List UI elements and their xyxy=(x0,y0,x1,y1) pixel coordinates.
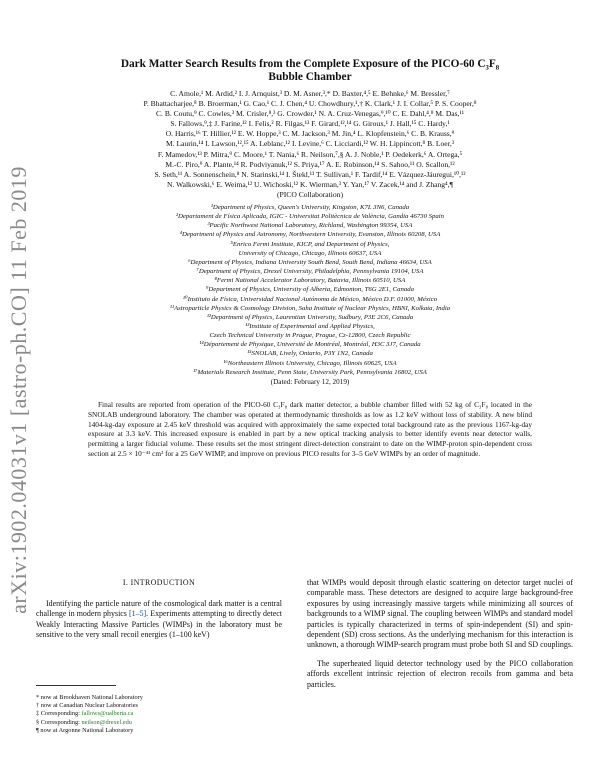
affiliation: ¹²Department of Physics, Laurentian University, Sudbury, P3E 2C6, Canada xyxy=(206,313,414,321)
affiliation: ¹⁷Materials Research Institute, Penn State, University Park, Pennsylvania 16802, USA xyxy=(193,368,427,376)
footnote: ¶ now at Argonne National Laboratory xyxy=(36,726,134,734)
affiliation: ¹Department of Physics, Queen's University, Kingston, K7L 3N6, Canada xyxy=(210,203,410,211)
title-line-2: Bubble Chamber xyxy=(268,71,352,83)
footnote xyxy=(36,719,236,727)
dated-line: (Dated: February 12, 2019) xyxy=(270,377,350,386)
author-line: M.-C. Piro,⁹ A. Plante,¹⁴ R. Podviyanuk,¹² S. Priya,¹⁷ A. E. Robinson,¹⁴ S. Sahoo,¹¹ O. Scallon,¹² xyxy=(165,159,455,169)
footnotes xyxy=(36,685,236,735)
affiliation: ⁹Department of Physics, University of Alberta, Edmonton, T6G 2E1, Canada xyxy=(206,286,414,294)
affiliation: ¹⁰Instituto de Física, Universidad Nacional Autónoma de México, México D.F. 01000, México xyxy=(182,295,438,303)
footnote-divider xyxy=(36,685,116,686)
affiliation: ⁸Fermi National Accelerator Laboratory, Batavia, Illinois 60510, USA xyxy=(214,277,406,285)
footnote: † now at Canadian Nuclear Laboratories xyxy=(36,702,138,710)
paper-title xyxy=(70,58,550,84)
footnote-label: ‡ Corresponding: xyxy=(36,710,82,718)
affiliation: ⁷Department of Physics, Drexel University, Philadelphia, Pennsylvania 19104, USA xyxy=(196,268,424,276)
footnote-label: § Corresponding: xyxy=(36,718,82,726)
author-line: C. Amole,¹ M. Ardid,² I. J. Arnquist,³ D. M. Asner,³,* D. Baxter,⁴,⁵ E. Behnke,⁶ M. Bressler,⁷ xyxy=(170,89,450,98)
intro-paragraph xyxy=(36,599,282,641)
affiliation: ²Departament de Física Aplicada, IGIC - Universitat Politècnica de València, Gandia 46730 Spain xyxy=(175,213,445,221)
email-link[interactable]: neilson@drexel.edu xyxy=(81,718,132,726)
affiliation: ⁴Department of Physics and Astronomy, Northwestern University, Evanston, Illinois 60208, USA xyxy=(179,231,441,239)
footnote: * now at Brookhaven National Laboratory xyxy=(36,694,143,701)
abstract: Final results are reported from operation of the PICO-60 C₃F₈ dark matter detector, a bubble chamber filled with 52 kg of C₃F₈ located in the SNOLAB underground laboratory. The chamber was operated at thermodynamic thresholds as low as 1.2 keV without loss of stability. A new blind 1404-kg-day exposure at 2.45 keV threshold was acquired with approximately the same expected total background rate as the previous 1167-kg-day exposure at 3.3 keV. This increased exposure is enabled in part by a new optical tracking analysis to better identify events near detector walls, permitting a larger fiducial volume. These results set the most stringent direct-detection constraint to date on the WIMP-proton spin-dependent cross section at 2.5 × 10⁻⁴¹ cm² for a 25 GeV WIMP, and improve on previous PICO results for 3–5 GeV WIMPs by an order of magnitude. xyxy=(88,399,532,459)
author-line: C. B. Coutu,⁹ C. Cowles,³ M. Crisler,⁸,³ G. Crowder,¹ N. A. Cruz-Venegas,⁹,¹⁰ C. E. Dahl,⁴,⁸ M. Das,¹¹ xyxy=(156,109,464,119)
intro-paragraph: that WIMPs would deposit through elastic scattering on detector target nuclei of comparable mass. These detectors are designed to acquire large background-free exposures by using increasingly massive targets while minimizing all sources of backgrounds to a WIMP signal. The coupling between WIMPs and standard model particles is typically characterized in terms of spin-independent (SI) and spin-dependent (SD) cross sections. As the underlying mechanism for this interaction is unknown, a thorough WIMP-search program must probe both SI and SD couplings. xyxy=(307,578,573,650)
intro-text: . Experiments attempting to directly detect Weakly Interacting Massive Particles (WIMPs) in the laboratory must be sensitive to the very small recoil energies (1–100 keV) xyxy=(36,609,282,640)
affiliation: Czech Technical University in Prague, Prague, Cz-12800, Czech Republic xyxy=(209,332,411,340)
affiliation: ¹³Institute of Experimental and Applied Physics, xyxy=(245,322,375,330)
title-line-1: Dark Matter Search Results from the Complete Exposure of the PICO-60 C₃F₈ xyxy=(120,58,500,70)
paper-page xyxy=(70,58,550,459)
author-line: P. Bhattacharjee,⁸ B. Broerman,¹ G. Cao,¹ C. J. Chen,⁴ U. Chowdhury,¹,† K. Clark,¹ J. I. Collar,⁵ P. S. Cooper,⁸ xyxy=(143,99,477,109)
author-line: S. Seth,¹¹ A. Sonnenschein,⁸ N. Starinski,¹⁴ I. Štekl,¹³ T. Sullivan,¹ F. Tardif,¹⁴ E. Vázquez-Jáuregui,¹⁰,¹² xyxy=(154,169,466,179)
affiliation: ⁵Enrico Fermi Institute, KICP, and Department of Physics, xyxy=(230,240,390,248)
affiliation: ⁶Department of Physics, Indiana University South Bend, South Bend, Indiana 46634, USA xyxy=(188,258,432,266)
affiliation: ¹⁶Northeastern Illinois University, Chicago, Illinois 60625, USA xyxy=(223,359,397,367)
affiliation: ¹⁵SNOLAB, Lively, Ontario, P3Y 1N2, Canada xyxy=(247,350,373,358)
intro-paragraph: The superheated liquid detector technology used by the PICO collaboration affords excellent intrinsic rejection of electron recoils from gamma and beta particles. xyxy=(307,658,573,689)
email-link[interactable]: fallows@ualberta.ca xyxy=(81,710,134,718)
affiliation: ¹⁴Département de Physique, Université de Montréal, Montréal, H3C 3J7, Canada xyxy=(199,341,421,349)
footnote xyxy=(36,710,236,718)
author-line: N. Walkowski,⁶ E. Weima,¹² U. Wichoski,¹² K. Wierman,³ Y. Yan,¹⁷ V. Zacek,¹⁴ and J. Zhang⁴,¶ xyxy=(167,179,453,189)
author-list xyxy=(70,89,550,190)
intro-text: Identifying the particle nature of the cosmological dark matter is a central challenge in modern physics xyxy=(36,599,282,619)
collaboration-name: (PICO Collaboration) xyxy=(276,189,343,199)
arxiv-sidebar xyxy=(2,160,36,620)
right-column xyxy=(307,578,573,690)
author-line: M. Laurin,¹⁴ I. Lawson,¹²,¹⁵ A. Leblanc,¹² I. Levine,⁶ C. Licciardi,¹² W. H. Lippincott,⁸ B. Loer,³ xyxy=(166,139,454,149)
affiliation-list xyxy=(70,203,550,377)
author-line: O. Harris,¹⁶ T. Hillier,¹² E. W. Hoppe,³ C. M. Jackson,³ M. Jin,⁴ L. Klopfenstein,⁶ C. B. Krauss,⁹ xyxy=(165,129,455,139)
author-line: F. Mamedov,¹³ P. Mitra,⁹ C. Moore,¹ T. Nania,⁶ R. Neilson,⁷,§ A. J. Noble,¹ P. Oedekerk,⁶ A. Ortega,⁵ xyxy=(157,149,463,159)
section-heading: I. INTRODUCTION xyxy=(122,578,196,587)
left-column xyxy=(36,578,282,641)
affiliation: University of Chicago, Chicago, Illinois 60637, USA xyxy=(238,249,382,257)
affiliation: ¹¹Astroparticle Physics & Cosmology Division, Saha Institute of Nuclear Physics, HBNI, Kolkata, India xyxy=(169,304,451,312)
arxiv-identifier[interactable]: arXiv:1902.04031v1 [astro-ph.CO] 11 Feb 2019 xyxy=(6,166,31,614)
affiliation: ³Pacific Northwest National Laboratory, Richland, Washington 99354, USA xyxy=(207,222,413,230)
author-line: S. Fallows,⁹,‡ J. Farine,¹² I. Felis,² R. Filgas,¹³ F. Girard,¹²,¹⁴ G. Giroux,¹ J. Hall,¹⁵ C. Hardy,¹ xyxy=(170,119,450,129)
citation-link[interactable]: [1–5] xyxy=(128,609,147,619)
